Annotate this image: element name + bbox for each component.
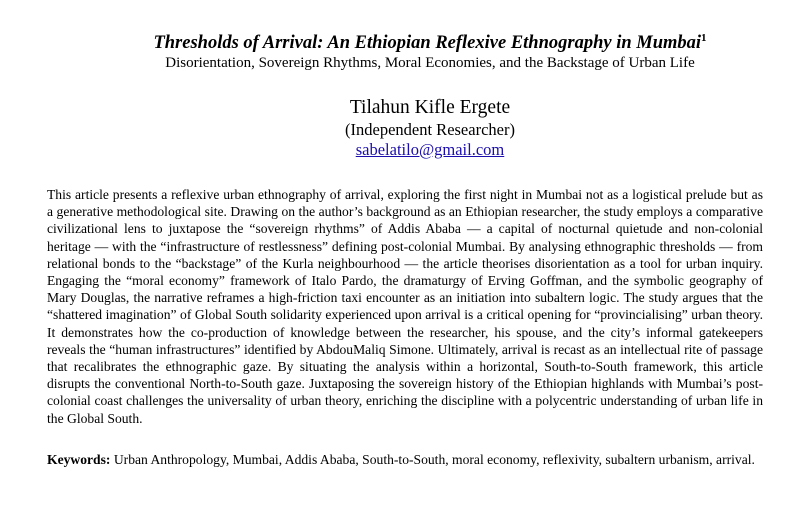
author-affiliation: (Independent Researcher) bbox=[345, 120, 515, 139]
author-name: Tilahun Kifle Ergete bbox=[349, 97, 511, 118]
title-footnote-marker[interactable]: 1 bbox=[701, 31, 707, 44]
author-block bbox=[0, 96, 800, 160]
paper-title-text: Thresholds of Arrival: An Ethiopian Reflexive Ethnography in Mumbai bbox=[153, 33, 702, 53]
paper-header bbox=[0, 32, 800, 160]
keywords-list: Urban Anthropology, Mumbai, Addis Ababa, South-to-South, moral economy, reflexivity, subaltern urbanism, arrival. bbox=[113, 452, 755, 467]
keywords-label: Keywords: bbox=[47, 452, 111, 467]
abstract-text: This article presents a reflexive urban ethnography of arrival, exploring the first night in Mumbai not as a logistical prelude but as a generative methodological site. Drawing on the author’s background as an Ethiopian researcher, the study employs a comparative civilizational lens to juxtapose the “sovereign rhythms” of Addis Ababa — a capital of nocturnal quietude and non-colonial heritage — with the “infrastructure of restlessness” defining post-colonial Mumbai. By analysing ethnographic thresholds — from relational bonds to the “backstage” of the Kurla neighbourhood — the article theorises disorientation as a tool for urban inquiry. Engaging the “moral economy” framework of Italo Pardo, the dramaturgy of Erving Goffman, and the symbolic geography of Mary Douglas, the narrative reframes a high-friction taxi encounter as an initiation into subaltern logic. The study argues that the “shattered imagination” of Global South solidarity experienced upon arrival is a critical opening for “provincialising” urban theory. It demonstrates how the co-production of knowledge between the researcher, his spouse, and the city’s informal gatekeepers reveals the “human infrastructures” identified by AbdouMaliq Simone. Ultimately, arrival is recast as an intellectual rite of passage that recalibrates the ethnographic gaze. By situating the analysis within a horizontal, South-to-South framework, this article disrupts the conventional North-to-South gaze. Juxtaposing the sovereign history of the Ethiopian highlands with Mumbai’s post-colonial coast challenges the universality of urban theory, enriching the discipline with a polycentric understanding of urban life in the Global South. bbox=[47, 187, 763, 426]
author-email-link[interactable]: sabelatilo@gmail.com bbox=[355, 140, 505, 159]
paper-subtitle: Disorientation, Sovereign Rhythms, Moral Economies, and the Backstage of Urban Life bbox=[165, 55, 695, 71]
paper-title bbox=[0, 32, 800, 54]
keywords-line bbox=[47, 451, 763, 468]
